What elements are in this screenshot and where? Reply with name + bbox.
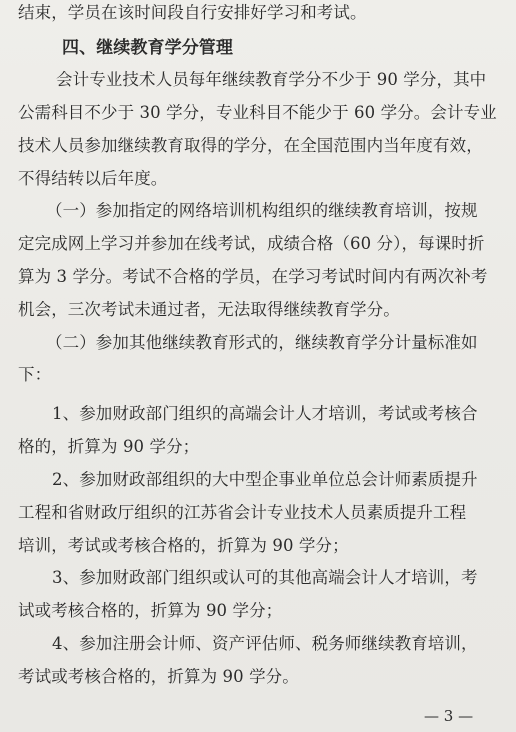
text-line: 定完成网上学习并参加在线考试，成绩合格（60 分），每课时折 <box>18 234 485 253</box>
text-line: 工程和省财政厅组织的江苏省会计专业技术人员素质提升工程 <box>18 503 467 522</box>
text-line: 机会，三次考试未通过者，无法取得继续教育学分。 <box>18 300 400 319</box>
page-number: — 3 — <box>424 707 474 725</box>
text-line: 3、参加财政部门组织或认可的其他高端会计人才培训，考 <box>52 568 478 587</box>
text-line: 2、参加财政部组织的大中型企事业单位总会计师素质提升 <box>52 470 478 489</box>
text-line: 结束，学员在该时间段自行安排好学习和考试。 <box>18 3 367 22</box>
text-line: 不得结转以后年度。 <box>18 169 168 188</box>
text-line: 下： <box>18 365 52 384</box>
section-heading: 四、继续教育学分管理 <box>62 38 233 58</box>
text-line: 考试或考核合格的，折算为 90 学分。 <box>18 667 299 686</box>
text-line: 试或考核合格的，折算为 90 学分； <box>18 601 283 620</box>
text-line: 4、参加注册会计师、资产评估师、税务师继续教育培训， <box>52 634 478 653</box>
text-line: 会计专业技术人员每年继续教育学分不少于 90 学分，其中 <box>56 70 487 89</box>
text-line: 公需科目不少于 30 学分，专业科目不能少于 60 学分。会计专业 <box>18 103 497 122</box>
text-line: 培训，考试或考核合格的，折算为 90 学分； <box>18 536 349 555</box>
text-line: （一）参加指定的网络培训机构组织的继续教育培训，按规 <box>46 201 478 220</box>
text-line: （二）参加其他继续教育形式的，继续教育学分计量标准如 <box>46 333 478 352</box>
text-line: 1、参加财政部门组织的高端会计人才培训，考试或考核合 <box>52 404 478 423</box>
text-line: 格的，折算为 90 学分； <box>18 437 200 456</box>
text-line: 算为 3 学分。考试不合格的学员，在学习考试时间内有两次补考 <box>18 267 488 286</box>
text-line: 技术人员参加继续教育取得的学分，在全国范围内当年度有效， <box>18 136 483 155</box>
